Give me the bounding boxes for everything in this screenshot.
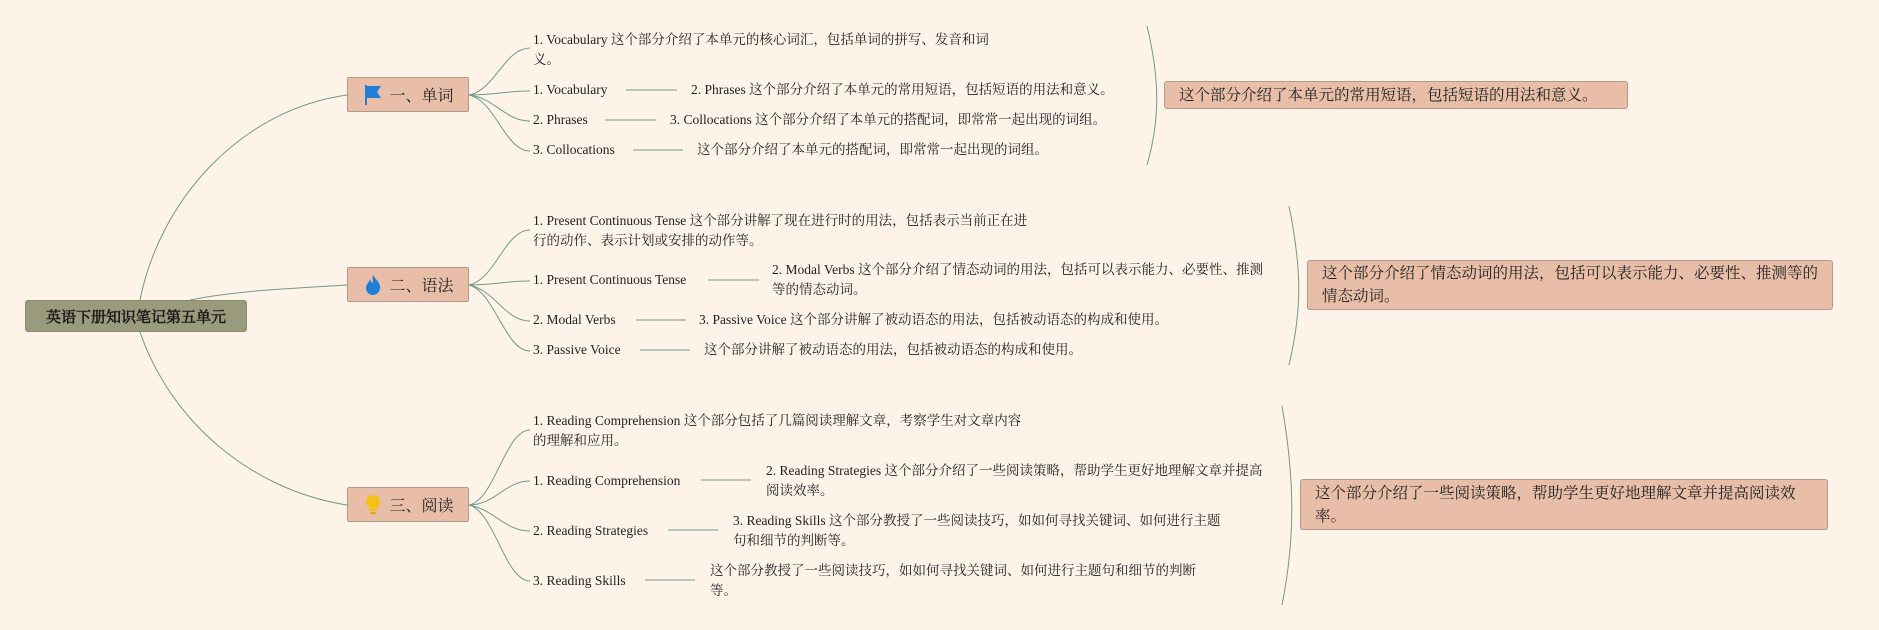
summary-text: 这个部分介绍了情态动词的用法，包括可以表示能力、必要性、推测等的情态动词。	[1322, 264, 1819, 305]
branch-3-item-1-detail[interactable]: 2. Reading Strategies 这个部分介绍了一些阅读策略，帮助学生更好地理解文章并提高阅读效率。	[766, 463, 1263, 498]
root-node[interactable]	[25, 300, 247, 332]
branch-2-intro[interactable]: 1. Present Continuous Tense 这个部分讲解了现在进行时的用法，包括表示当前正在进行的动作、表示计划或安排的动作等。	[533, 213, 1028, 248]
branch-2-item-3[interactable]: 3. Passive Voice	[533, 342, 621, 357]
branch-2-item-1[interactable]: 1. Present Continuous Tense	[533, 272, 687, 287]
branch-2-item-3-detail[interactable]: 这个部分讲解了被动语态的用法，包括被动语态的构成和使用。	[704, 342, 1082, 357]
branch-label: 三、阅读	[389, 496, 454, 515]
branch-2-item-1-detail[interactable]: 2. Modal Verbs 这个部分介绍了情态动词的用法，包括可以表示能力、必要性、推测等的情态动词。	[772, 262, 1263, 297]
branch-1-item-2-detail[interactable]: 3. Collocations 这个部分介绍了本单元的搭配词，即常常一起出现的词组。	[670, 112, 1107, 127]
branch-3-item-3-detail[interactable]: 这个部分教授了一些阅读技巧，如如何寻找关键词、如何进行主题句和细节的判断等。	[710, 563, 1196, 598]
branch-2-summary[interactable]	[1307, 260, 1833, 310]
lightbulb-icon	[362, 494, 384, 516]
summary-text: 这个部分介绍了本单元的常用短语，包括短语的用法和意义。	[1179, 85, 1598, 104]
branch-3-item-2[interactable]: 2. Reading Strategies	[533, 523, 649, 538]
branch-2-item-2-detail[interactable]: 3. Passive Voice 这个部分讲解了被动语态的用法，包括被动语态的构成和使用。	[699, 312, 1168, 327]
branch-vocabulary[interactable]	[347, 77, 469, 112]
branch-3-intro[interactable]: 1. Reading Comprehension 这个部分包括了几篇阅读理解文章，考察学生对文章内容的理解和应用。	[533, 413, 1022, 448]
branch-grammar[interactable]	[347, 267, 469, 302]
branch-3-item-2-detail[interactable]: 3. Reading Skills 这个部分教授了一些阅读技巧，如如何寻找关键词、如何进行主题句和细节的判断等。	[733, 513, 1221, 548]
branch-1-intro[interactable]: 1. Vocabulary 这个部分介绍了本单元的核心词汇，包括单词的拼写、发音和词义。	[533, 32, 989, 67]
root-label: 英语下册知识笔记第五单元	[45, 307, 226, 326]
flame-icon	[362, 274, 384, 296]
branch-1-item-1-detail[interactable]: 2. Phrases 这个部分介绍了本单元的常用短语，包括短语的用法和意义。	[691, 82, 1114, 97]
branch-2-item-2[interactable]: 2. Modal Verbs	[533, 312, 616, 327]
branch-1-item-2[interactable]: 2. Phrases	[533, 112, 588, 127]
branch-1-item-1[interactable]: 1. Vocabulary	[533, 82, 608, 97]
branch-3-summary[interactable]	[1300, 479, 1828, 530]
connector-root-branch-2	[190, 285, 347, 300]
branch-label: 二、语法	[389, 276, 454, 295]
summary-text: 这个部分介绍了一些阅读策略，帮助学生更好地理解文章并提高阅读效率。	[1315, 483, 1796, 525]
branch-1-item-3-detail[interactable]: 这个部分介绍了本单元的搭配词，即常常一起出现的词组。	[697, 142, 1048, 157]
connector-root-branch-3	[140, 332, 347, 505]
connector-root-branch-1	[140, 95, 347, 300]
branch-reading[interactable]	[347, 487, 469, 522]
branch-1-summary[interactable]	[1164, 81, 1628, 109]
branch-1-item-3[interactable]: 3. Collocations	[533, 142, 615, 157]
flag-icon	[362, 84, 384, 106]
branch-label: 一、单词	[389, 86, 454, 105]
branch-3-item-3[interactable]: 3. Reading Skills	[533, 573, 626, 588]
branch-3-item-1[interactable]: 1. Reading Comprehension	[533, 473, 681, 488]
